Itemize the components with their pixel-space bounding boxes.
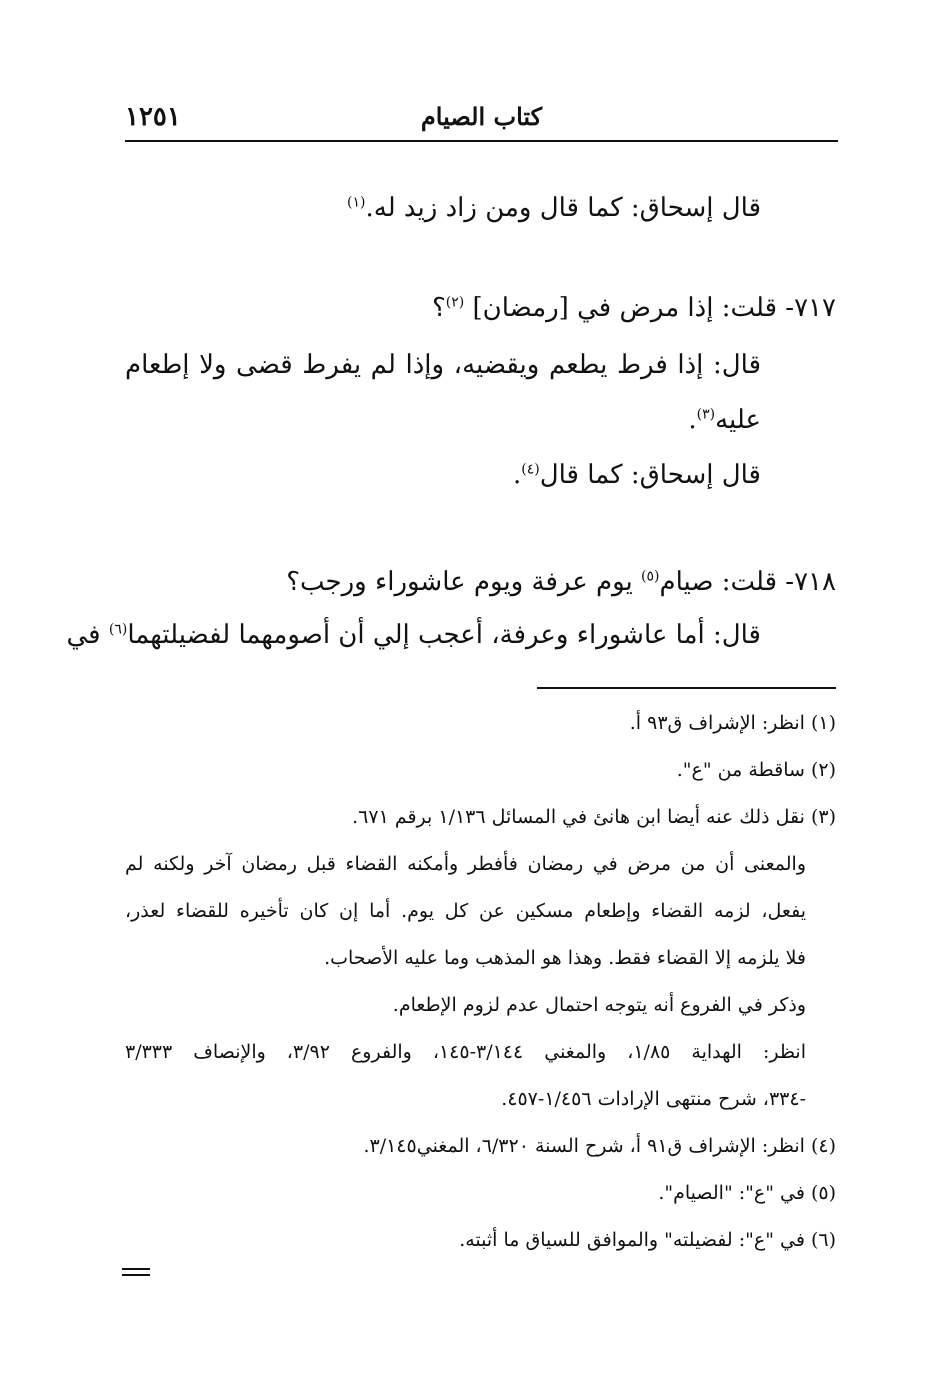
answer-717-line-2	[688, 400, 761, 440]
footnote-3-line-7: -٣٣٤، شرح منتهى الإرادات ١/٤٥٦-٤٥٧.	[501, 1088, 806, 1110]
text: ؟	[431, 293, 446, 323]
page-header	[125, 98, 838, 138]
footnote-ref-6: (٦)	[108, 621, 128, 638]
footnote-3-line-5: وذكر في الفروع أنه يتوجه احتمال عدم لزوم الإطعام.	[392, 994, 806, 1016]
text: قال: أما عاشوراء وعرفة، أعجب إلي أن أصومهما لفضيلتهما	[127, 620, 761, 650]
footnote-5: (٥) في "ع": "الصيام".	[658, 1182, 836, 1204]
footnote-3-line-3: يفعل، لزمه القضاء وإطعام مسكين عن كل يوم. أما إن كان تأخيره للقضاء لعذر،	[125, 900, 806, 922]
footnote-ref-2: (٢)	[445, 294, 465, 311]
text: ٧١٧- قلت: إذا مرض في [رمضان]	[472, 293, 836, 323]
answer-718-line-1	[66, 615, 761, 655]
text: قال إسحاق: كما قال	[539, 460, 761, 490]
footnote-ref-3: (٣)	[696, 406, 716, 423]
question-718	[286, 562, 836, 602]
body-line-ishaq-1	[347, 188, 761, 228]
footnote-1: (١) انظر: الإشراف ق٩٣ أ.	[629, 712, 836, 734]
footnote-6: (٦) في "ع": لفضيلته" والموافق للسياق ما أثبته.	[459, 1229, 836, 1251]
text: قال إسحاق: كما قال ومن زاد زيد له.	[365, 193, 761, 223]
question-717	[432, 288, 836, 328]
footnote-divider	[537, 687, 836, 689]
page-number: ١٢٥١	[125, 102, 181, 132]
header-divider	[125, 140, 838, 142]
footnote-ref-1: (١)	[347, 194, 366, 211]
text: عليه	[715, 405, 761, 435]
text: ٧١٨- قلت: صيام	[659, 567, 836, 597]
ishaq-717	[513, 455, 761, 495]
footnote-2: (٢) ساقطة من "ع".	[676, 759, 836, 781]
running-title: كتاب الصيام	[420, 102, 543, 131]
footnote-ref-4: (٤)	[521, 461, 540, 478]
text: .	[513, 460, 522, 490]
footnote-3-line-2: والمعنى أن من مرض في رمضان فأفطر وأمكنه القضاء قبل رمضان آخر ولكنه لم	[125, 853, 806, 875]
footnote-3-line-4: فلا يلزمه إلا القضاء فقط. وهذا هو المذهب وما عليه الأصحاب.	[324, 947, 806, 969]
footnote-3: (٣) نقل ذلك عنه أيضا ابن هانئ في المسائل ١/١٣٦ برقم ٦٧١.	[352, 806, 836, 828]
text: في	[66, 620, 109, 650]
footnote-4: (٤) انظر: الإشراف ق٩١ أ، شرح السنة ٦/٣٢٠، المغني٣/١٤٥.	[363, 1135, 836, 1157]
text: يوم عرفة ويوم عاشوراء ورجب؟	[286, 567, 642, 597]
text: .	[688, 405, 697, 435]
footnote-3-line-6: انظر: الهداية ١/٨٥، والمغني ٣/١٤٤-١٤٥، والفروع ٣/٩٢، والإنصاف ٣/٣٣٣	[125, 1041, 806, 1063]
answer-717-line-1: قال: إذا فرط يطعم ويقضيه، وإذا لم يفرط قضى ولا إطعام	[125, 350, 761, 380]
page-end-mark	[122, 1268, 150, 1278]
footnote-ref-5: (٥)	[641, 568, 660, 585]
